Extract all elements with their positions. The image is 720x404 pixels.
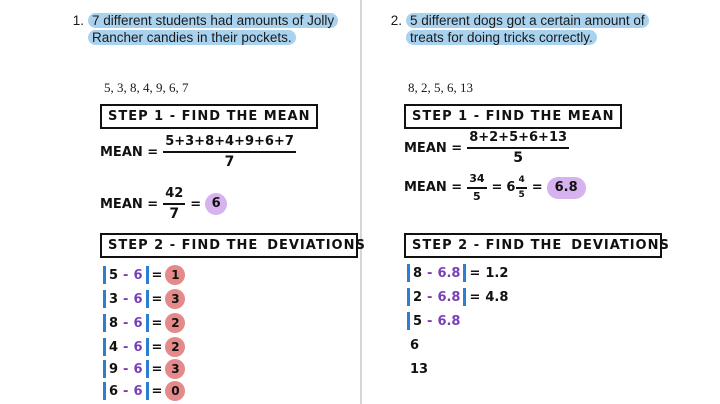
deviation-value: 5 bbox=[109, 267, 119, 283]
minus-sign: - bbox=[123, 291, 129, 307]
mixed-whole: 6 bbox=[506, 180, 516, 195]
deviation-mean: 6.8 bbox=[437, 313, 461, 329]
mixed-denominator: 5 bbox=[518, 190, 525, 200]
absolute-bar bbox=[407, 264, 410, 282]
deviation-mean: 6 bbox=[133, 339, 143, 355]
deviation-value: 13 bbox=[410, 361, 429, 377]
minus-sign: - bbox=[123, 383, 129, 399]
deviation-row bbox=[100, 380, 185, 402]
problem-2-step-2-box bbox=[404, 233, 670, 258]
mean-fraction bbox=[163, 134, 296, 170]
absolute-bar bbox=[146, 314, 149, 332]
step-2-word: DEVIATIONS bbox=[267, 238, 366, 253]
problem-2-mean-result bbox=[404, 172, 586, 203]
absolute-bar bbox=[146, 382, 149, 400]
problem-1-number: 1. bbox=[72, 13, 84, 28]
deviation-result: 4.8 bbox=[485, 289, 509, 305]
mean-label: MEAN = bbox=[404, 140, 463, 156]
mean-fraction bbox=[467, 130, 569, 166]
deviation-value: 2 bbox=[413, 289, 423, 305]
absolute-bar bbox=[463, 264, 466, 282]
problem-2-statement bbox=[382, 12, 649, 46]
deviation-value: 5 bbox=[413, 313, 423, 329]
problem-1-mean-result bbox=[100, 186, 227, 222]
equals-sign: = bbox=[151, 291, 163, 307]
step-1-label: STEP 1 - FIND THE MEAN bbox=[412, 109, 615, 124]
mean-numerator: 8+2+5+6+13 bbox=[469, 130, 568, 145]
deviation-row bbox=[100, 336, 185, 358]
mean-label: MEAN = bbox=[100, 144, 159, 160]
mixed-numerator: 4 bbox=[518, 175, 525, 185]
absolute-bar bbox=[146, 360, 149, 378]
deviation-row bbox=[100, 288, 185, 310]
absolute-bar bbox=[146, 290, 149, 308]
mixed-fraction bbox=[516, 175, 526, 200]
deviation-value: 9 bbox=[109, 361, 119, 377]
equals-sign: = bbox=[151, 383, 163, 399]
problem-1-statement bbox=[64, 12, 338, 46]
problem-2-column bbox=[362, 0, 720, 404]
absolute-bar bbox=[103, 290, 106, 308]
minus-sign: - bbox=[123, 267, 129, 283]
absolute-bar bbox=[407, 288, 410, 306]
step-2-label: STEP 2 - FIND THE bbox=[412, 238, 563, 253]
deviation-result-badge: 2 bbox=[165, 337, 185, 357]
problem-1-mean-formula bbox=[100, 134, 301, 170]
deviation-result-badge: 1 bbox=[165, 265, 185, 285]
minus-sign: - bbox=[427, 313, 433, 329]
deviation-result: 1.2 bbox=[485, 265, 509, 281]
deviation-mean: 6.8 bbox=[437, 265, 461, 281]
problem-2-line-2: treats for doing tricks correctly. bbox=[406, 30, 597, 45]
mean-numerator: 5+3+8+4+9+6+7 bbox=[165, 134, 294, 149]
mean-label: MEAN = bbox=[100, 196, 159, 212]
step-2-label: STEP 2 - FIND THE bbox=[108, 238, 259, 253]
deviation-value: 4 bbox=[109, 339, 119, 355]
deviation-row bbox=[100, 312, 185, 334]
deviation-mean: 6 bbox=[133, 361, 143, 377]
problem-2-number: 2. bbox=[390, 13, 402, 28]
mean-denominator: 7 bbox=[224, 154, 235, 170]
minus-sign: - bbox=[427, 289, 433, 305]
problem-1-step-2-box bbox=[100, 233, 366, 258]
minus-sign: - bbox=[123, 339, 129, 355]
problem-1-text bbox=[88, 12, 338, 46]
mean-fraction-simplified bbox=[467, 172, 486, 203]
deviation-row bbox=[100, 358, 185, 380]
problem-2-step-1-box bbox=[404, 104, 622, 129]
equals-sign: = bbox=[151, 267, 163, 283]
equals-sign: = bbox=[491, 180, 503, 195]
deviation-result-badge: 3 bbox=[165, 359, 185, 379]
mean-count: 7 bbox=[169, 206, 180, 222]
problem-2-data: 8, 2, 5, 6, 13 bbox=[408, 80, 473, 95]
problem-1-step-1-box bbox=[100, 104, 318, 129]
equals-sign: = bbox=[531, 180, 543, 195]
deviation-value: 3 bbox=[109, 291, 119, 307]
deviation-mean: 6.8 bbox=[437, 289, 461, 305]
deviation-result-badge: 3 bbox=[165, 289, 185, 309]
step-2-word: DEVIATIONS bbox=[571, 238, 670, 253]
absolute-bar bbox=[146, 266, 149, 284]
mean-denominator: 5 bbox=[513, 150, 523, 166]
absolute-bar bbox=[103, 314, 106, 332]
deviation-row bbox=[100, 264, 185, 286]
problem-1-data: 5, 3, 8, 4, 9, 6, 7 bbox=[104, 80, 189, 95]
deviation-mean: 6 bbox=[133, 315, 143, 331]
equals-sign: = bbox=[151, 315, 163, 331]
mean-count: 5 bbox=[473, 190, 481, 203]
absolute-bar bbox=[103, 338, 106, 356]
deviation-mean: 6 bbox=[133, 291, 143, 307]
deviation-result-badge: 2 bbox=[165, 313, 185, 333]
mean-result-badge: 6 bbox=[205, 193, 227, 215]
minus-sign: - bbox=[427, 265, 433, 281]
deviation-row bbox=[404, 262, 508, 284]
deviation-value: 6 bbox=[410, 337, 420, 353]
deviation-value: 8 bbox=[413, 265, 423, 281]
mean-fraction-simplified bbox=[163, 186, 185, 222]
step-1-label: STEP 1 - FIND THE MEAN bbox=[108, 109, 311, 124]
equals-sign: = bbox=[469, 265, 481, 281]
absolute-bar bbox=[146, 338, 149, 356]
absolute-bar bbox=[103, 382, 106, 400]
equals-sign: = bbox=[190, 196, 202, 212]
problem-2-text bbox=[406, 12, 649, 46]
deviation-result-badge: 0 bbox=[165, 381, 185, 401]
mean-label: MEAN = bbox=[404, 180, 463, 195]
absolute-bar bbox=[407, 312, 410, 330]
mean-sum: 34 bbox=[469, 172, 485, 185]
deviation-row bbox=[410, 334, 419, 356]
deviation-value: 6 bbox=[109, 383, 119, 399]
deviation-value: 8 bbox=[109, 315, 119, 331]
mean-sum: 42 bbox=[165, 186, 184, 201]
deviation-row bbox=[404, 286, 508, 308]
problem-1-line-2: Rancher candies in their pockets. bbox=[88, 30, 296, 45]
equals-sign: = bbox=[151, 339, 163, 355]
deviation-mean: 6 bbox=[133, 383, 143, 399]
minus-sign: - bbox=[123, 361, 129, 377]
deviation-mean: 6 bbox=[133, 267, 143, 283]
problem-2-mean-formula bbox=[404, 130, 574, 166]
absolute-bar bbox=[463, 288, 466, 306]
deviation-row bbox=[404, 310, 460, 332]
equals-sign: = bbox=[469, 289, 481, 305]
absolute-bar bbox=[103, 360, 106, 378]
minus-sign: - bbox=[123, 315, 129, 331]
mean-result-badge: 6.8 bbox=[547, 177, 586, 199]
deviation-row bbox=[410, 358, 428, 380]
problem-2-line-1: 5 different dogs got a certain amount of bbox=[406, 13, 649, 28]
equals-sign: = bbox=[151, 361, 163, 377]
absolute-bar bbox=[103, 266, 106, 284]
problem-1-line-1: 7 different students had amounts of Jolly bbox=[88, 13, 338, 28]
